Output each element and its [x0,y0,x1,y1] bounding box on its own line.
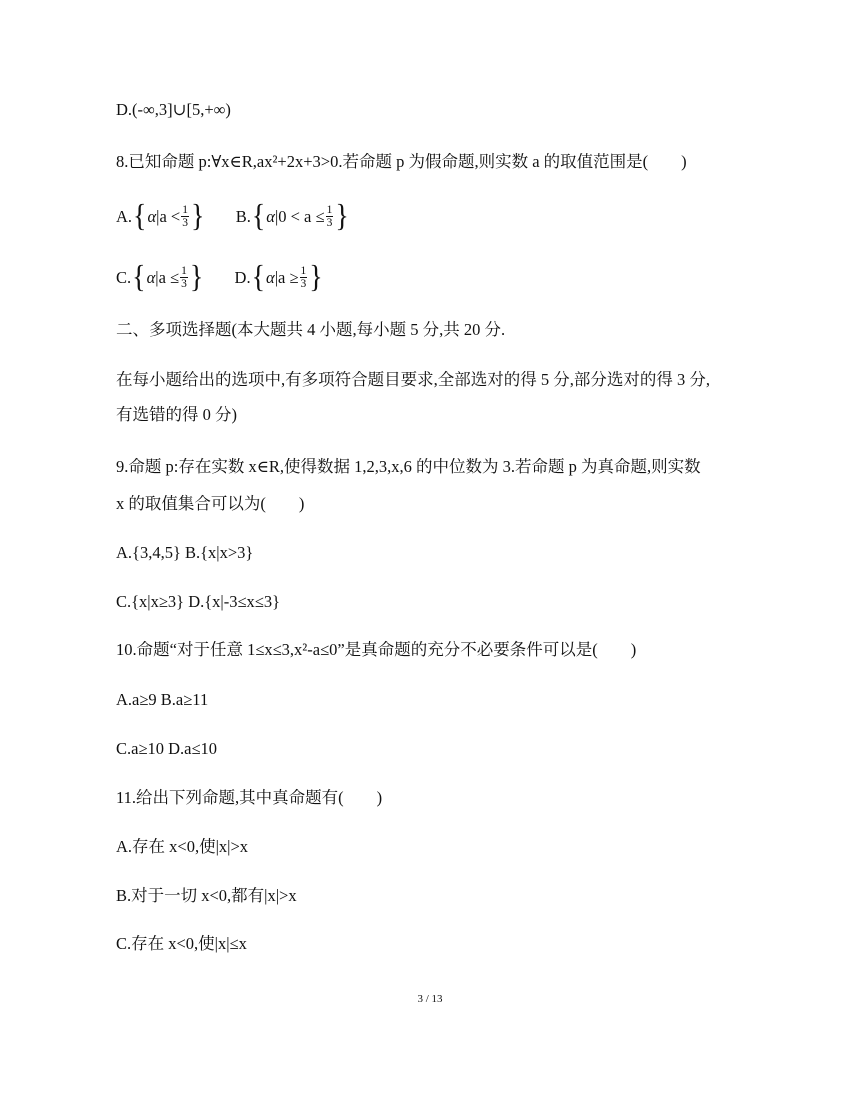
option-d-previous: D.(-∞,3]∪[5,+∞) [116,100,231,119]
option-label: C. [116,267,132,287]
brace-open: { [251,259,266,295]
q8-option-d [234,259,324,295]
denominator: 3 [300,278,307,290]
relation: |0 < a ≤ [274,206,325,226]
numerator: 1 [326,204,333,216]
denominator: 3 [326,217,333,229]
question-10: 10.命题“对于任意 1≤x≤3,x²-a≤0”是真命题的充分不必要条件可以是( ) [116,640,637,659]
alpha-symbol: α [147,206,157,226]
q8-option-c [116,259,204,295]
q11-option-c: C.存在 x<0,使|x|≤x [116,934,247,953]
question-8: 8.已知命题 p:∀x∈R,ax²+2x+3>0.若命题 p 为假命题,则实数 a 的取值范围是( ) [116,152,687,171]
fraction [180,265,188,290]
brace-open: { [132,259,146,295]
alpha-symbol: α [146,267,156,287]
q8-options-cd [116,259,324,295]
denominator: 3 [181,278,187,290]
fraction [326,204,334,229]
alpha-symbol: α [266,267,275,287]
brace-close: } [335,198,349,234]
brace-close: } [190,198,205,234]
q8-option-b [235,198,350,234]
numerator: 1 [181,265,187,277]
option-label: B. [235,206,251,226]
numerator: 1 [182,204,188,216]
q10-options-ab: A.a≥9 B.a≥11 [116,690,209,709]
question-11: 11.给出下列命题,其中真命题有( ) [116,788,383,807]
q8-option-a [116,198,205,234]
brace-open: { [251,198,266,234]
brace-open: { [133,198,147,234]
q11-option-b: B.对于一切 x<0,都有|x|>x [116,886,297,905]
relation: |a ≤ [155,267,180,287]
section-2-desc-line-2: 有选错的得 0 分) [116,405,237,424]
brace-close: } [309,259,323,295]
brace-close: } [189,259,204,295]
denominator: 3 [182,217,188,229]
q8-options-ab [116,198,350,234]
q9-options-cd: C.{x|x≥3} D.{x|-3≤x≤3} [116,592,280,611]
fraction [181,204,189,229]
q11-option-a: A.存在 x<0,使|x|>x [116,837,249,856]
page-number: 3 / 13 [417,993,443,1005]
option-label: D. [234,267,251,287]
q10-options-cd: C.a≥10 D.a≤10 [116,739,218,758]
question-9-line-2: x 的取值集合可以为( ) [116,494,305,513]
question-9-line-1: 9.命题 p:存在实数 x∈R,使得数据 1,2,3,x,6 的中位数为 3.若命题 p 为真命题,则实数 [116,457,701,476]
relation: |a < [156,206,181,226]
section-2-title: 二、多项选择题(本大题共 4 小题,每小题 5 分,共 20 分. [116,320,506,339]
option-label: A. [116,206,133,226]
relation: |a ≥ [274,267,299,287]
q9-options-ab: A.{3,4,5} B.{x|x>3} [116,543,254,562]
section-2-desc-line-1: 在每小题给出的选项中,有多项符合题目要求,全部选对的得 5 分,部分选对的得 3 分, [116,370,710,389]
alpha-symbol: α [266,206,275,226]
fraction [300,265,308,290]
numerator: 1 [300,265,307,277]
